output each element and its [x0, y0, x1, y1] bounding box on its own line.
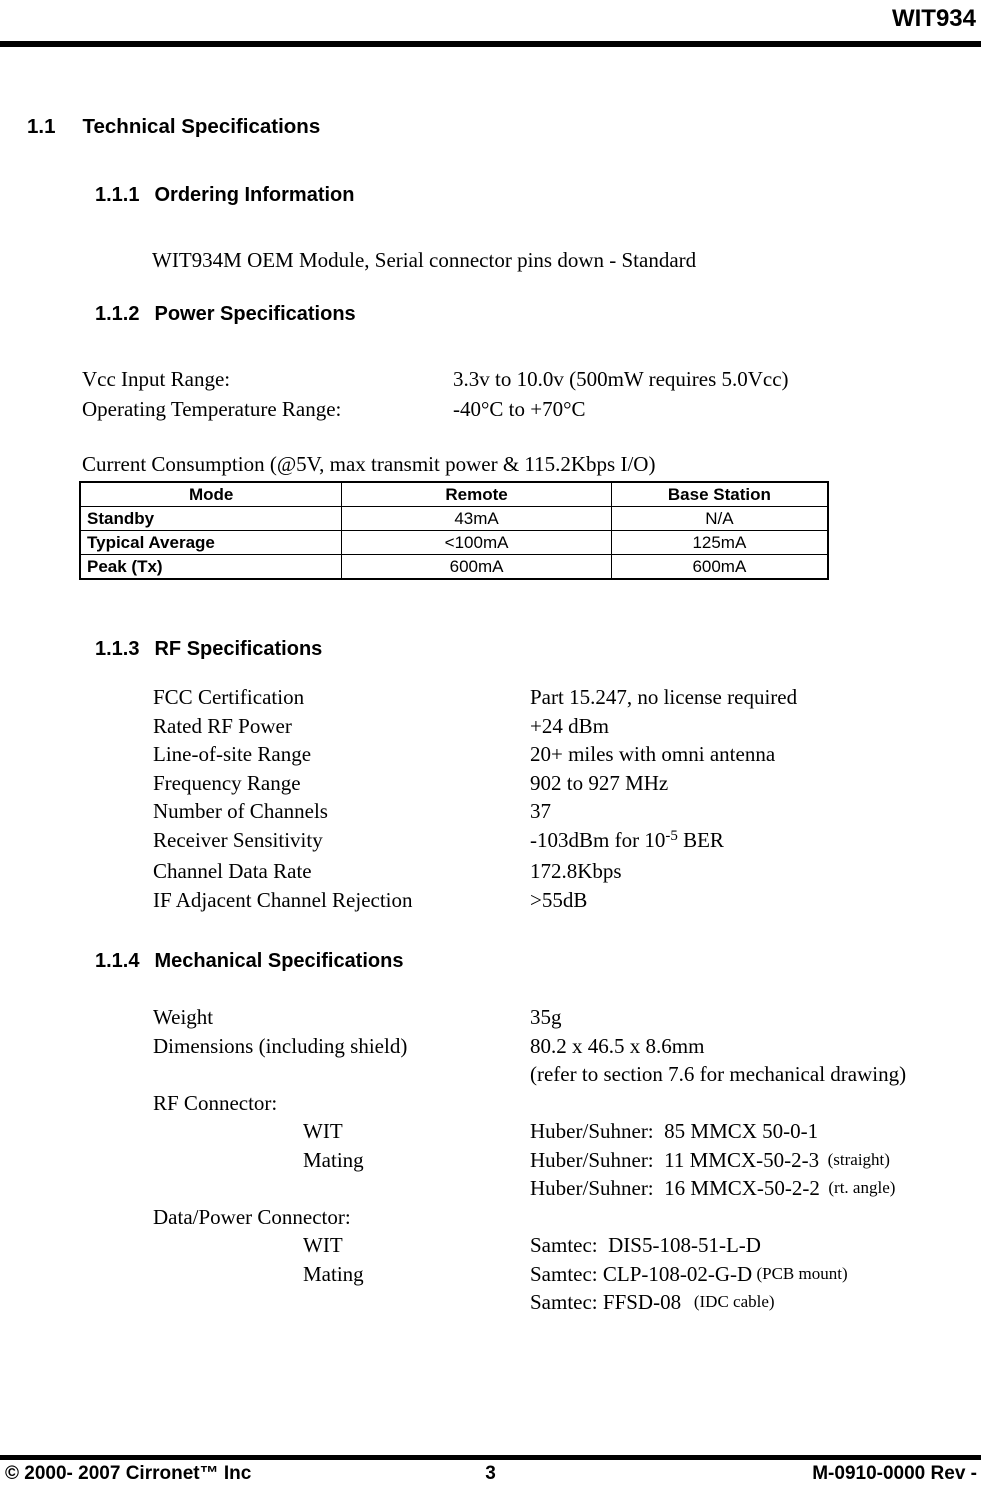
section-title: Mechanical Specifications: [154, 950, 404, 972]
spec-value: Part 15.247, no license required: [530, 685, 798, 709]
table-cell-base: 600mA: [611, 555, 828, 580]
table-row: [80, 507, 828, 531]
spec-value: 37: [530, 799, 551, 823]
table-cell-mode: Typical Average: [80, 531, 342, 555]
table-cell-remote: 43mA: [342, 507, 611, 531]
table-row: [80, 555, 828, 580]
spec-row: [153, 683, 981, 712]
spec-label: Weight: [153, 1005, 214, 1029]
table-header-row: [80, 482, 828, 507]
section-title: Technical Specifications: [82, 115, 321, 138]
spec-label: RF Connector:: [153, 1090, 278, 1115]
spec-value: 80.2 x 46.5 x 8.6mm: [530, 1033, 705, 1058]
spec-value: +24 dBm: [530, 713, 609, 738]
spec-label: FCC Certification: [153, 685, 305, 709]
footer-doc-reference: M-0910-0000 Rev -: [812, 1463, 977, 1484]
spec-value: 902 to 927 MHz: [530, 770, 669, 795]
table-cell-remote: <100mA: [342, 531, 611, 555]
spec-value: Samtec: CLP-108-02-G-D: [530, 1261, 753, 1286]
spec-label: Line-of-site Range: [153, 742, 312, 766]
spec-note: (IDC cable): [681, 1292, 775, 1311]
spec-label: Dimensions (including shield): [153, 1033, 408, 1058]
ordering-information-text: WIT934M OEM Module, Serial connector pins down - Standard: [152, 248, 697, 272]
table-cell-mode: Standby: [80, 507, 342, 531]
spec-row: [153, 740, 981, 769]
spec-value: Samtec: DIS5-108-51-L-D: [530, 1233, 761, 1257]
section-number: 1.1.1: [95, 184, 140, 206]
spec-value: -40°C to +70°C: [453, 397, 586, 421]
spec-row: [153, 1203, 981, 1232]
page-footer: [0, 1463, 981, 1487]
table-row: [80, 531, 828, 555]
table-cell-remote: 600mA: [342, 555, 611, 580]
spec-row: [82, 364, 962, 394]
spec-row: [153, 1117, 981, 1146]
spec-label: [153, 1174, 530, 1203]
spec-value: Huber/Suhner: 11 MMCX-50-2-3: [530, 1147, 820, 1172]
section-number: 1.1.4: [95, 950, 140, 972]
spec-row: [153, 886, 981, 915]
spec-label: Mating: [303, 1147, 364, 1172]
section-heading-1-1-4: [95, 950, 403, 973]
section-heading-1-1-2: [95, 303, 356, 326]
column-header-mode: Mode: [80, 482, 342, 507]
spec-value: >55dB: [530, 887, 588, 912]
spec-row: [153, 1174, 981, 1203]
table-cell-base: N/A: [611, 507, 828, 531]
spec-note: (rt. angle): [819, 1178, 896, 1197]
current-consumption-caption: Current Consumption (@5V, max transmit power & 115.2Kbps I/O): [82, 452, 656, 476]
spec-row: [153, 1032, 981, 1061]
section-title: Power Specifications: [154, 303, 356, 325]
spec-value: 35g: [530, 1005, 562, 1029]
spec-label: Vcc Input Range:: [82, 367, 231, 391]
section-heading-1-1-3: [95, 638, 322, 661]
spec-row: [153, 1288, 981, 1317]
spec-label: Channel Data Rate: [153, 859, 312, 883]
spec-value: 3.3v to 10.0v (500mW requires 5.0Vcc): [453, 367, 789, 391]
column-header-remote: Remote: [342, 482, 611, 507]
section-title: RF Specifications: [154, 638, 323, 660]
section-heading-1-1-1: [95, 184, 354, 207]
spec-note: (straight): [819, 1149, 890, 1169]
spec-row: [153, 1003, 981, 1032]
spec-row: [153, 769, 981, 798]
section-heading-1-1: [27, 115, 320, 139]
spec-label: Operating Temperature Range:: [82, 397, 342, 421]
spec-label: [153, 1060, 530, 1089]
header-rule: [0, 41, 981, 47]
page-header-title: WIT934: [891, 5, 976, 32]
spec-label: IF Adjacent Channel Rejection: [153, 887, 413, 912]
spec-label: Mating: [303, 1261, 364, 1286]
table-cell-mode: Peak (Tx): [80, 555, 342, 580]
spec-value: Huber/Suhner: 16 MMCX-50-2-2: [530, 1176, 820, 1200]
spec-note: (PCB mount): [752, 1263, 848, 1283]
spec-label: [153, 1288, 530, 1317]
spec-row-receiver-sensitivity: [153, 826, 981, 858]
section-number: 1.1.2: [95, 303, 140, 325]
spec-row: [153, 1231, 981, 1260]
mechanical-spec-list: [153, 1003, 981, 1317]
spec-label: Receiver Sensitivity: [153, 827, 323, 852]
page-number: 3: [485, 1463, 496, 1484]
spec-row: [82, 394, 962, 424]
spec-row: [153, 1089, 981, 1118]
spec-row: [153, 712, 981, 741]
spec-label: Number of Channels: [153, 799, 328, 823]
superscript-exponent: -5: [665, 827, 678, 844]
spec-value: 172.8Kbps: [530, 859, 622, 883]
spec-value: Samtec: FFSD-08: [530, 1290, 682, 1314]
footer-rule: [0, 1455, 981, 1460]
spec-label: Rated RF Power: [153, 713, 292, 738]
spec-label: WIT: [303, 1233, 343, 1257]
table-cell-base: 125mA: [611, 531, 828, 555]
spec-value: (refer to section 7.6 for mechanical drawing): [530, 1062, 907, 1086]
section-number: 1.1.3: [95, 638, 140, 660]
rf-spec-list: [153, 683, 981, 914]
spec-row: [153, 1146, 981, 1175]
section-number: 1.1: [27, 115, 56, 138]
current-consumption-table: [79, 481, 829, 580]
spec-row: [153, 1060, 981, 1089]
spec-label: WIT: [303, 1119, 343, 1143]
section-title: Ordering Information: [154, 184, 355, 206]
spec-row: [153, 1260, 981, 1289]
spec-row: [153, 797, 981, 826]
power-spec-list: [82, 364, 962, 424]
spec-label: Data/Power Connector:: [153, 1204, 351, 1229]
spec-value: Huber/Suhner: 85 MMCX 50-0-1: [530, 1119, 819, 1143]
spec-value: 20+ miles with omni antenna: [530, 742, 776, 766]
spec-row: [153, 857, 981, 886]
footer-copyright: © 2000- 2007 Cirronet™ Inc: [5, 1463, 252, 1484]
spec-label: Frequency Range: [153, 770, 301, 795]
spec-value: -103dBm for $10^{-5}$ BER: [530, 827, 724, 852]
column-header-base-station: Base Station: [611, 482, 828, 507]
